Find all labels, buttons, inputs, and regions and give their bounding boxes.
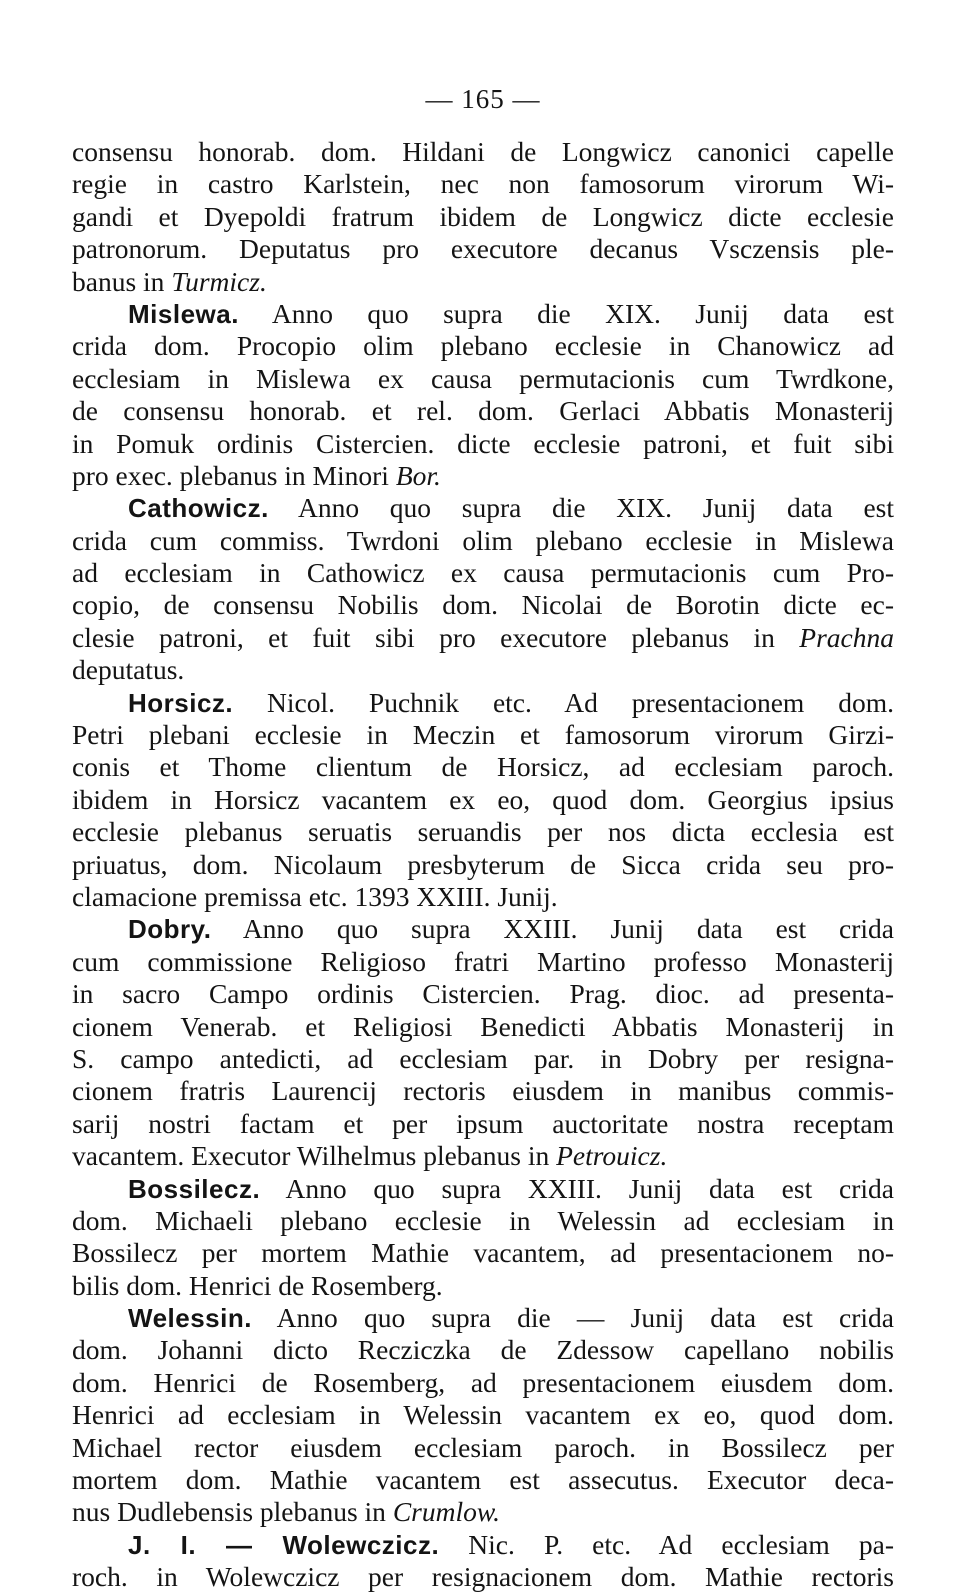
text-span: deputatus.	[72, 654, 185, 686]
entry-heading: Mislewa.	[128, 298, 239, 329]
text-line	[72, 1011, 894, 1043]
page-number: — 165 —	[425, 84, 541, 114]
text-span: mortem dom. Mathie vacantem est assecutus. Executor deca-	[72, 1464, 894, 1496]
text-line	[72, 1302, 894, 1334]
text-line	[72, 1270, 894, 1302]
text-span: Michael rector eiusdem ecclesiam paroch. in Bossilecz per	[72, 1431, 894, 1463]
entry-heading: Horsicz.	[128, 687, 234, 718]
text-span: in sacro Campo ordinis Cistercien. Prag. dioc. ad presenta-	[72, 978, 894, 1010]
text-line	[72, 525, 894, 557]
text-span: dom. Johanni dicto Recziczka de Zdessow capellano nobilis	[72, 1334, 894, 1366]
text-line	[72, 136, 894, 168]
text-span: clamacione premissa etc. 1393 XXIII. Junij.	[72, 880, 558, 912]
text-line	[72, 168, 894, 200]
text-span: ecclesiam in Mislewa ex causa permutacionis cum Twrdkone,	[72, 362, 894, 394]
text-span: crida dom. Procopio olim plebano ecclesie in Chanowicz ad	[72, 330, 894, 362]
text-line	[72, 1464, 894, 1496]
text-span: bilis dom. Henrici de Rosemberg.	[72, 1269, 443, 1301]
text-line	[72, 1237, 894, 1269]
text-line	[72, 428, 894, 460]
text-span: Anno quo supra die — Junij data est crida	[251, 1302, 894, 1334]
entry-heading: Dobry.	[128, 914, 212, 945]
text-span: S. campo antedicti, ad ecclesiam par. in Dobry per resigna-	[72, 1042, 894, 1074]
text-span: Anno quo supra die XIX. Junij data est	[238, 297, 894, 329]
text-span: Petri plebani ecclesie in Meczin et famosorum virorum Girzi-	[72, 719, 894, 751]
text-span: gandi et Dyepoldi fratrum ibidem de Longwicz dicte ecclesie	[72, 200, 894, 232]
text-line	[72, 687, 894, 719]
entry-heading: J. I. — Wolewczicz.	[128, 1529, 440, 1560]
text-span: ad ecclesiam in Cathowicz ex causa permutacionis cum Pro-	[72, 557, 894, 589]
text-line	[72, 1367, 894, 1399]
text-span: copio, de consensu Nobilis dom. Nicolai de Borotin dicte ec-	[72, 589, 894, 621]
place-name: Prachna	[799, 621, 894, 653]
text-span: Henrici ad ecclesiam in Welessin vacantem ex eo, quod dom.	[72, 1399, 894, 1431]
text-span: pro exec. plebanus in Minori	[72, 459, 396, 491]
text-line	[72, 298, 894, 330]
text-line	[72, 622, 894, 654]
text-span: cionem fratris Laurencij rectoris eiusdem in manibus commis-	[72, 1075, 894, 1107]
text-line	[72, 363, 894, 395]
text-line	[72, 1140, 894, 1172]
text-span: ibidem in Horsicz vacantem ex eo, quod dom. Georgius ipsius	[72, 783, 894, 815]
text-span: Nic. P. etc. Ad ecclesiam pa-	[439, 1528, 894, 1560]
text-line	[72, 395, 894, 427]
place-name: Petrouicz.	[556, 1140, 668, 1172]
text-line	[72, 201, 894, 233]
text-span: banus in	[72, 265, 172, 297]
text-span: regie in castro Karlstein, nec non famosorum virorum Wi-	[72, 168, 894, 200]
text-line	[72, 978, 894, 1010]
text-line	[72, 784, 894, 816]
text-line	[72, 460, 894, 492]
text-line	[72, 913, 894, 945]
text-line	[72, 1205, 894, 1237]
text-line	[72, 557, 894, 589]
text-span: vacantem. Executor Wilhelmus plebanus in	[72, 1140, 557, 1172]
text-line	[72, 1173, 894, 1205]
text-line	[72, 266, 894, 298]
text-line	[72, 1334, 894, 1366]
text-line	[72, 1075, 894, 1107]
text-span: conis et Thome clientum de Horsicz, ad ecclesiam paroch.	[72, 751, 894, 783]
text-span: Nicol. Puchnik etc. Ad presentacionem dom.	[233, 686, 894, 718]
text-line	[72, 1108, 894, 1140]
text-span: sarij nostri factam et per ipsum auctoritate nostra receptam	[72, 1107, 894, 1139]
text-line	[72, 233, 894, 265]
text-line	[72, 751, 894, 783]
text-line	[72, 946, 894, 978]
text-line	[72, 816, 894, 848]
text-span: roch. in Wolewczicz per resignacionem dom. Mathie rectoris	[72, 1561, 894, 1593]
text-span: Bossilecz per mortem Mathie vacantem, ad presentacionem no-	[72, 1237, 894, 1269]
entry-heading: Bossilecz.	[128, 1173, 261, 1204]
text-line	[72, 589, 894, 621]
text-span: clesie patroni, et fuit sibi pro executore plebanus in	[72, 621, 800, 653]
text-span: de consensu honorab. et rel. dom. Gerlaci Abbatis Monasterij	[72, 395, 894, 427]
place-name: Crumlow.	[392, 1496, 501, 1528]
text-line	[72, 654, 894, 686]
text-span: Anno quo supra die XIX. Junij data est	[268, 492, 894, 524]
text-span: consensu honorab. dom. Hildani de Longwicz canonici capelle	[72, 136, 894, 167]
document-body	[72, 136, 894, 1594]
text-line	[72, 849, 894, 881]
text-span: ecclesie plebanus seruatis seruandis per nos dicta ecclesia est	[72, 816, 894, 848]
place-name: Turmicz.	[171, 265, 267, 297]
text-span: Anno quo supra XXIII. Junij data est crida	[211, 913, 894, 945]
text-span: priuatus, dom. Nicolaum presbyterum de Sicca crida seu pro-	[72, 848, 894, 880]
text-span: nus Dudlebensis plebanus in	[72, 1496, 393, 1528]
text-span: crida cum commiss. Twrdoni olim plebano ecclesie in Mislewa	[72, 524, 894, 556]
text-line	[72, 1561, 894, 1593]
text-span: cum commissione Religioso fratri Martino professo Monasterij	[72, 945, 894, 977]
text-span: cionem Venerab. et Religiosi Benedicti Abbatis Monasterij in	[72, 1010, 894, 1042]
text-line	[72, 1529, 894, 1561]
text-span: patronorum. Deputatus pro executore decanus Vsczensis ple-	[72, 233, 894, 265]
text-span: dom. Henrici de Rosemberg, ad presentacionem eiusdem dom.	[72, 1366, 894, 1398]
text-span: dom. Michaeli plebano ecclesie in Welessin ad ecclesiam in	[72, 1204, 894, 1236]
text-line	[72, 492, 894, 524]
place-name: Bor.	[395, 459, 441, 491]
entry-heading: Cathowicz.	[128, 493, 269, 524]
text-line	[72, 1432, 894, 1464]
text-line	[72, 330, 894, 362]
text-line	[72, 1399, 894, 1431]
text-line	[72, 719, 894, 751]
text-line	[72, 1043, 894, 1075]
entry-heading: Welessin.	[128, 1303, 252, 1334]
text-span: Anno quo supra XXIII. Junij data est crida	[260, 1172, 894, 1204]
text-line	[72, 881, 894, 913]
text-span: in Pomuk ordinis Cistercien. dicte ecclesie patroni, et fuit sibi	[72, 427, 894, 459]
text-line	[72, 1496, 894, 1528]
